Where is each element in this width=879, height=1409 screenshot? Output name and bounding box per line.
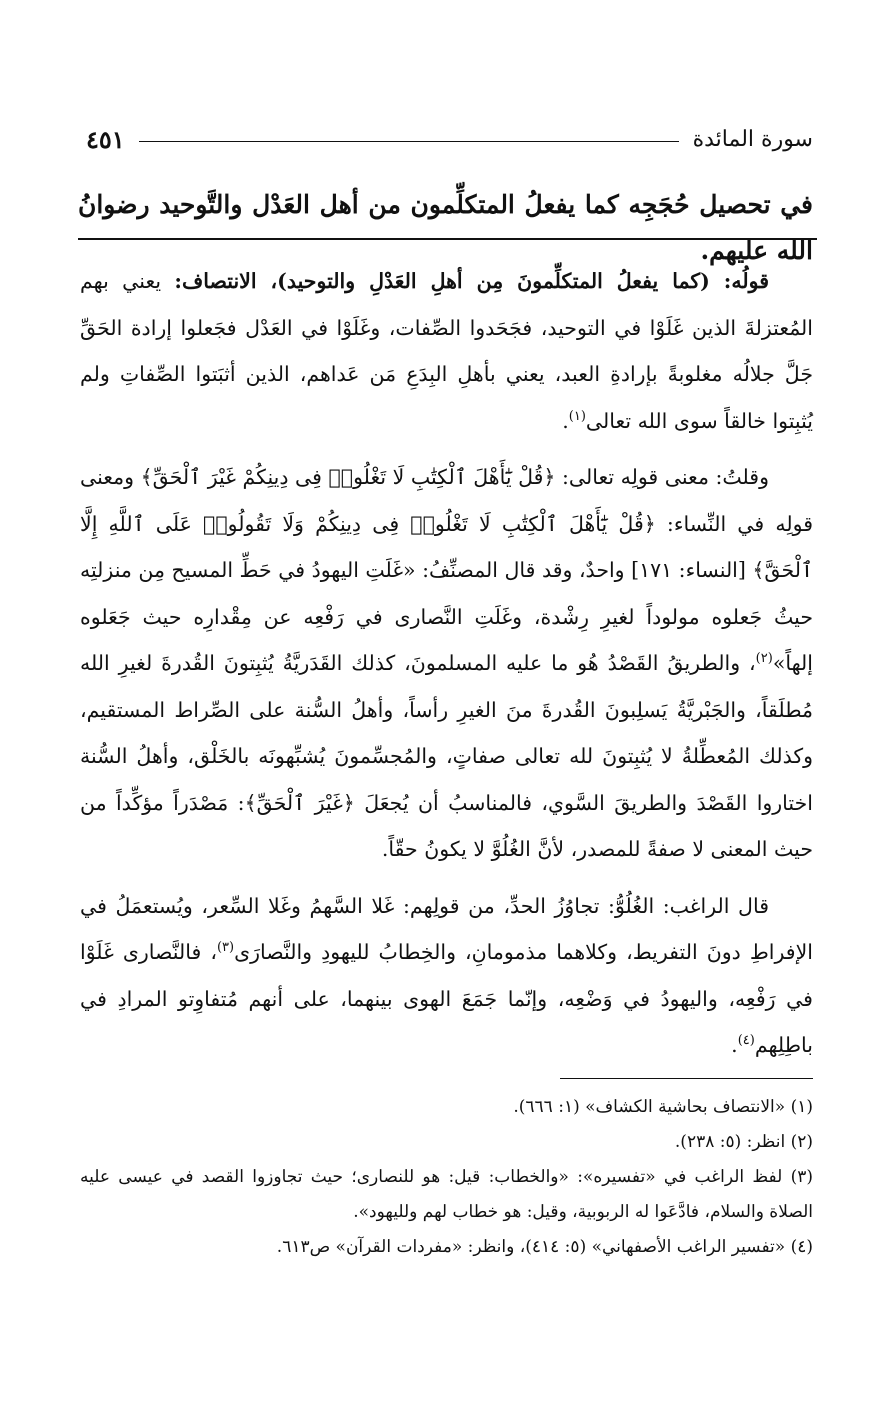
matn-separator <box>78 238 817 240</box>
footnotes <box>80 1090 813 1265</box>
paragraph-tail: . <box>562 408 569 433</box>
paragraph-tail: ، فالنَّصارى غَلَوْا في رَفْعِه، واليهودُ في وَضْعِه، وإنّما جَمَعَ الهوى بينهما، على أنهم مُتفاوِتو المرادِ في باطِلِهم <box>80 940 813 1057</box>
footnote-separator <box>560 1078 813 1079</box>
footnote-ref[interactable]: (١) <box>568 408 586 424</box>
footnote-4: (٤) «تفسير الراغب الأصفهاني» (٥: ٤١٤)، وانظر: «مفردات القرآن» ص٦١٣. <box>276 1237 813 1257</box>
footnote-ref[interactable]: (٤) <box>737 1033 755 1049</box>
footnote-3: (٣) لفظ الراغب في «تفسيره»: «والخطاب: قيل: هو للنصارى؛ حيث تجاوزوا القصد في عيسى عليه الصلاة والسلام، فادَّعَوا له الربوبية، وقيل: هو خطاب لهم ولليهود». <box>80 1167 813 1222</box>
page-number: ٤٥١ <box>86 124 125 154</box>
paragraph-text: قال الراغب: الغُلُوُّ: تجاوُزُ الحدِّ، من قولِهم: غَلا السَّهمُ وغَلا السِّعر، ويُستعمَلُ في الإفراطِ دونَ التفريط، وكلاهما مذمومانِ، والخِطابُ لليهودِ والنَّصارَى <box>80 893 813 964</box>
surah-title: سورة المائدة <box>692 126 813 152</box>
paragraph-text: وقلتُ: معنى قولِه تعالى: ﴿قُلْ يَٰٓأَهْلَ ٱلْكِتَٰبِ لَا تَغْلُوا۟ فِى دِينِكُمْ غَيْرَ ٱلْحَقِّ﴾ ومعنى قولِه في النِّساء: ﴿قُلْ يَٰٓأَهْلَ ٱلْكِتَٰبِ لَا تَغْلُوا۟ فِى دِينِكُمْ وَلَا تَقُولُوا۟ عَلَى ٱللَّهِ إِلَّا ٱلْحَقَّ﴾ [النساء: ١٧١] واحدٌ، وقد قال المصنِّفُ: «غَلَتِ اليهودُ في حَطِّ المسيح مِن منزلتِه حيثُ جَعلوه مولوداً لغيرِ رِشْدة، وغَلَتِ النَّصارى في رَفْعِه عن مِقْدارِه حيث جَعَلوه إلهاً» <box>80 465 813 675</box>
paragraph-text: يعني بهم المُعتزلةَ الذين غَلَوْا في التوحيد، فجَحَدوا الصِّفات، وغَلَوْا في العَدْل فجَعلوا إرادة الحَقِّ جَلَّ جلالُه مغلوبةً بإرادةِ العبد، يعني بأهلِ البِدَعِ مَن عَداهم، الذين أثبَتوا الصِّفاتِ ولم يُثبِتوا خالقاً سوى الله تعالى <box>80 269 813 433</box>
running-header <box>86 122 813 156</box>
footnote-ref[interactable]: (٣) <box>216 940 235 956</box>
paragraph-lead: قولُه: (كما يفعلُ المتكلِّمونَ مِن أهلِ العَدْلِ والتوحيد)، الانتصاف: <box>174 269 769 293</box>
commentary-body <box>80 258 813 1069</box>
footnote-2: (٢) انظر: (٥: ٢٣٨). <box>674 1132 813 1152</box>
paragraph-1 <box>80 258 813 444</box>
paragraph-tail: . <box>731 1033 738 1057</box>
footnote-ref[interactable]: (٢) <box>755 651 773 667</box>
footnote-1: (١) «الانتصاف بحاشية الكشاف» (١: ٦٦٦). <box>513 1097 813 1117</box>
paragraph-3 <box>80 883 813 1069</box>
paragraph-2 <box>80 454 813 873</box>
paragraph-tail: ، والطريقُ القَصْدُ هُو ما عليه المسلمونَ، كذلك القَدَريَّةُ يُثبِتونَ القُدرةَ لغيرِ الله مُطلَقاً، والجَبْريَّةُ يَسلِبونَ القُدرةَ منَ الغيرِ رأساً، وأهلُ السُّنة على الصِّراط المستقيم، وكذلك المُعطِّلةُ لا يُثبِتونَ لله تعالى صفاتٍ، والمُجسِّمونَ يُشبِّهونَه بالخَلْق، وأهلُ السُّنة اختاروا القَصْدَ والطريقَ السَّوي، فالمناسبُ أن يُجعَلَ ﴿غَيْرَ ٱلْحَقِّ﴾: مَصْدَراً مؤكِّداً من حيث المعنى لا صفةً للمصدر، لأنَّ الغُلُوَّ لا يكونُ حقّاً. <box>80 651 813 861</box>
matn-text: في تحصيل حُجَجِه كما يفعلُ المتكلِّمون من أهل العَدْل والتَّوحيد رضوانُ الله عليهم. <box>78 190 813 265</box>
header-rule <box>139 141 679 142</box>
